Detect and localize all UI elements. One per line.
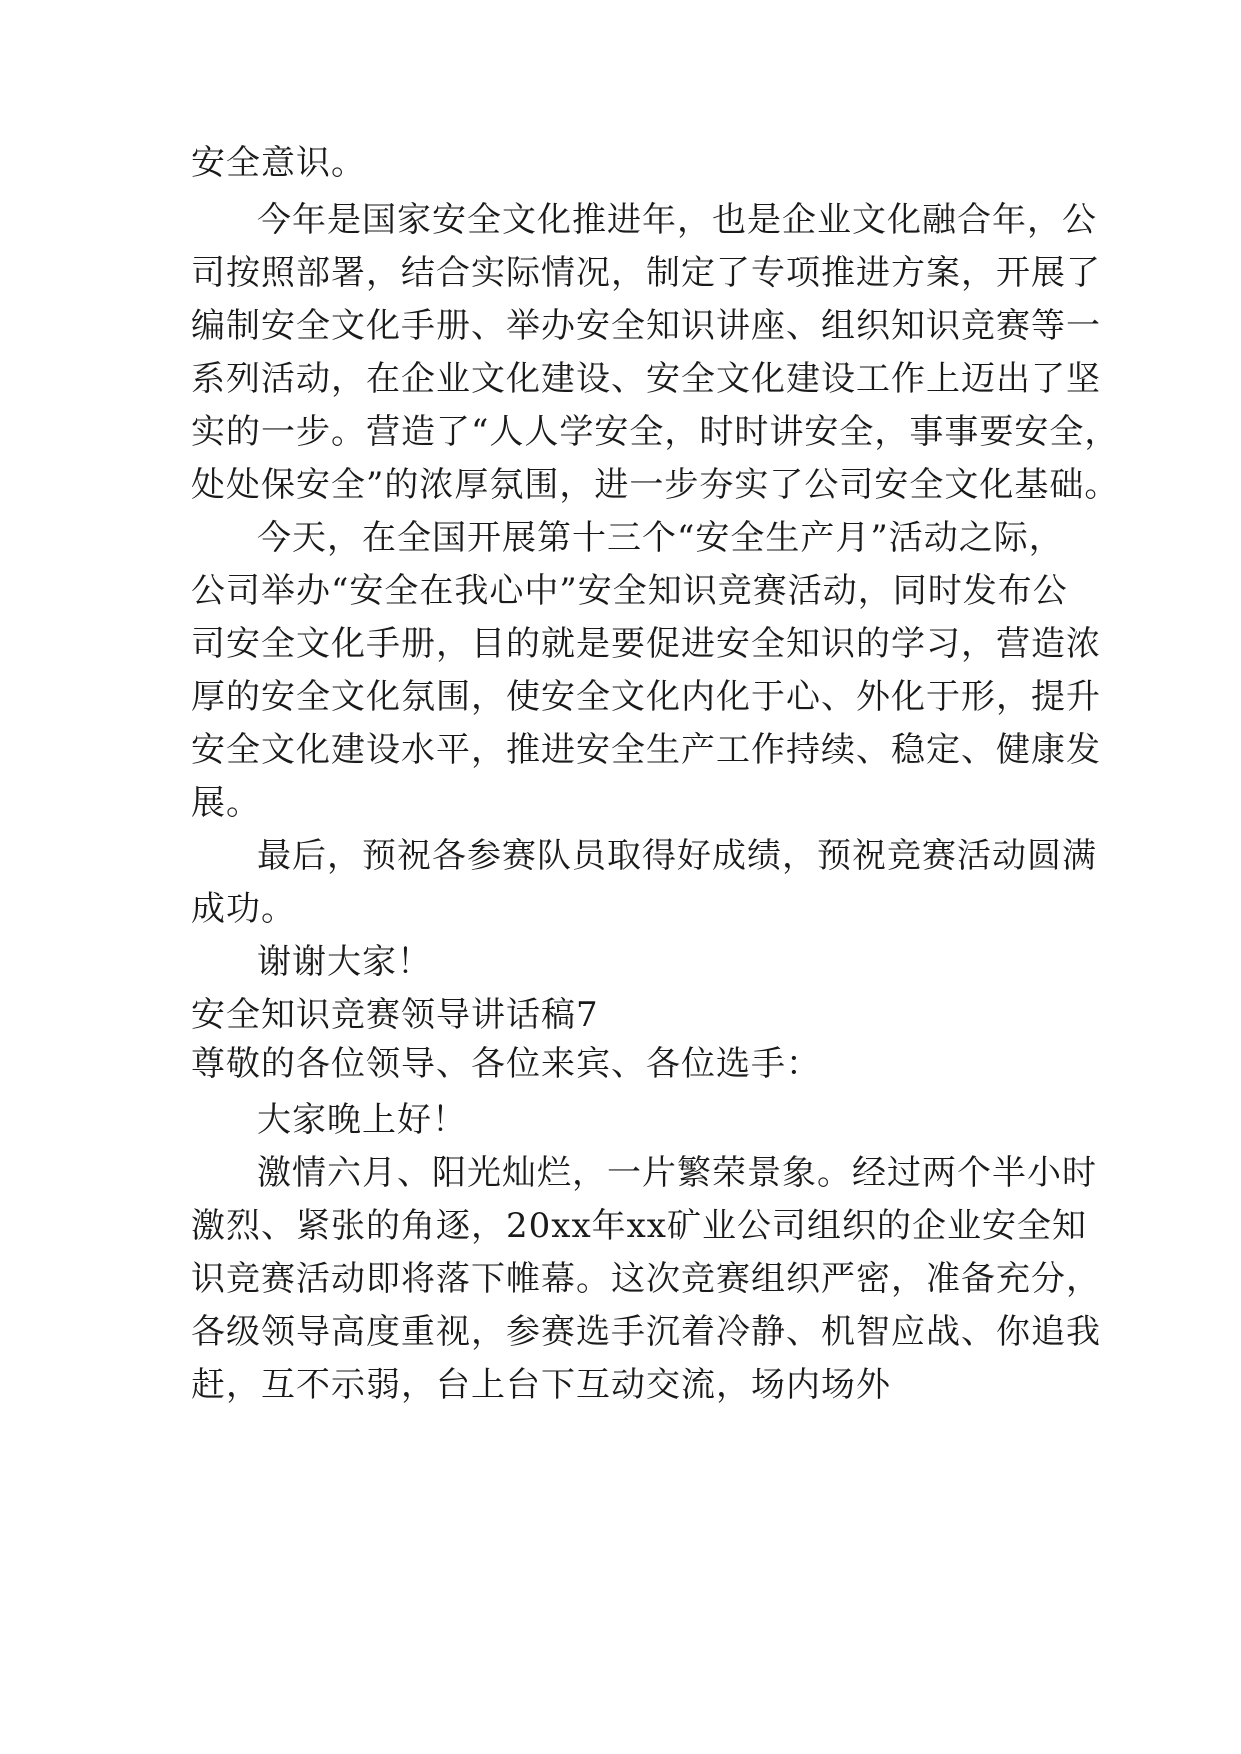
paragraph-line: 系列活动，在企业文化建设、安全文化建设工作上迈出了坚 [191,359,1101,399]
paragraph-line: 赶，互不示弱，台上台下互动交流，场内场外 [191,1365,891,1405]
paragraph-line: 编制安全文化手册、举办安全知识讲座、组织知识竞赛等一 [191,306,1101,346]
paragraph-line: 实的一步。营造了“人人学安全，时时讲安全，事事要安全， [191,412,1120,452]
paragraph-line: 谢谢大家！ [257,942,432,982]
section-heading: 安全知识竞赛领导讲话稿7 [191,995,599,1035]
paragraph-line: 司按照部署，结合实际情况，制定了专项推进方案，开展了 [191,253,1101,293]
greeting-line: 大家晚上好！ [257,1100,467,1140]
paragraph-line: 厚的安全文化氛围，使安全文化内化于心、外化于形，提升 [191,677,1101,717]
paragraph-line: 今天，在全国开展第十三个“安全生产月”活动之际， [257,518,1064,558]
paragraph-line: 安全文化建设水平，推进安全生产工作持续、稳定、健康发 [191,730,1101,770]
paragraph-line: 处处保安全”的浓厚氛围，进一步夯实了公司安全文化基础。 [191,465,1120,505]
paragraph-line: 展。 [191,783,261,823]
paragraph-line: 识竞赛活动即将落下帷幕。这次竞赛组织严密，准备充分， [191,1259,1101,1299]
paragraph-line: 最后，预祝各参赛队员取得好成绩，预祝竞赛活动圆满 [257,836,1097,876]
paragraph-line: 今年是国家安全文化推进年，也是企业文化融合年，公 [257,200,1097,240]
paragraph-line: 激烈、紧张的角逐，20xx年xx矿业公司组织的企业安全知 [191,1206,1087,1246]
paragraph-line: 各级领导高度重视，参赛选手沉着冷静、机智应战、你追我 [191,1312,1101,1352]
salutation-line: 尊敬的各位领导、各位来宾、各位选手： [191,1044,821,1084]
paragraph-line: 司安全文化手册，目的就是要促进安全知识的学习，营造浓 [191,624,1101,664]
paragraph-line: 激情六月、阳光灿烂，一片繁荣景象。经过两个半小时 [257,1153,1097,1193]
paragraph-line: 公司举办“安全在我心中”安全知识竞赛活动，同时发布公 [191,571,1068,611]
paragraph-line: 成功。 [191,889,296,929]
paragraph-line: 安全意识。 [191,143,366,183]
